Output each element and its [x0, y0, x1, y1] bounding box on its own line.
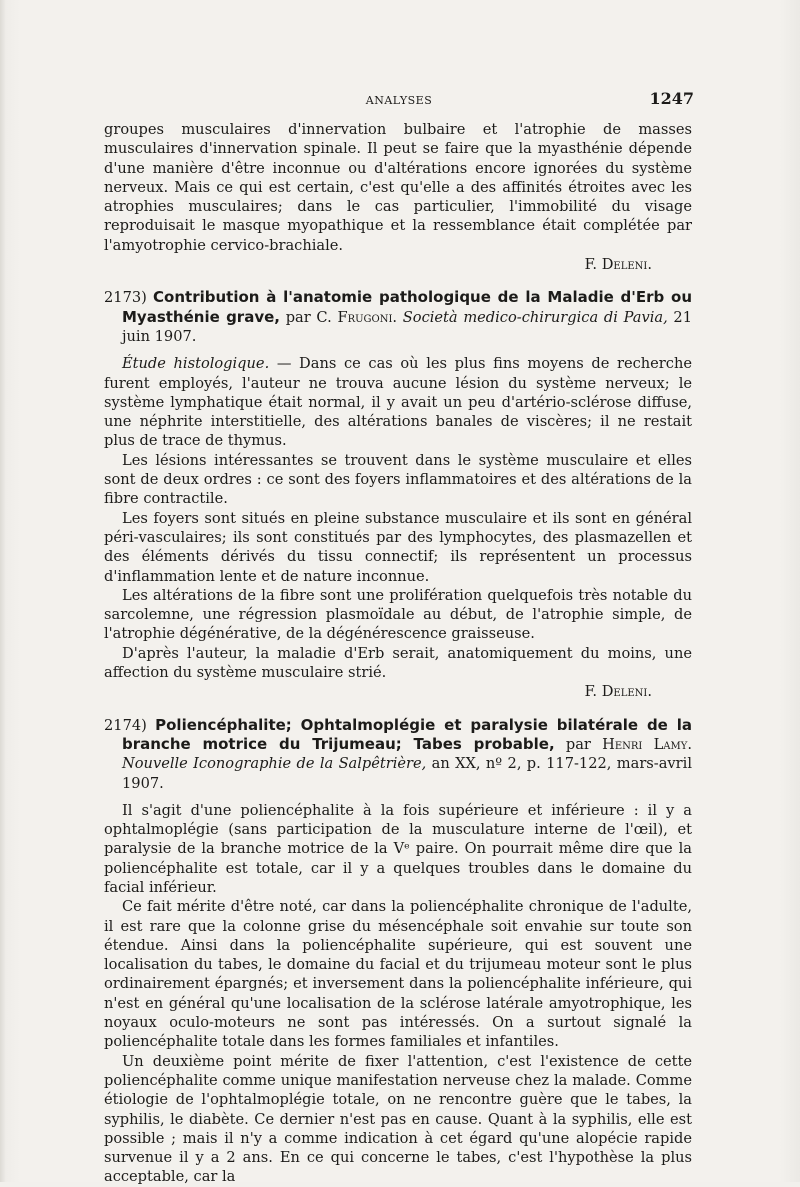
- abstract-entry-2174: [104, 716, 692, 1187]
- abstract-entry-2173: [104, 288, 692, 701]
- running-title: ANALYSES: [365, 94, 433, 107]
- paragraph-text: — Dans ce cas où les plus fins moyens de recherche furent employés, l'auteur ne trouva aucune lésion du système nerveux; le système lymphatique était normal, il y avait un peu d'artério-sclérose diffuse, une néphrite interstitielle, des altérations banales de viscères; il ne restait plus de trace de thymus.: [104, 355, 692, 450]
- paragraph: Les altérations de la fibre sont une prolifération quelquefois très notable du sarcolemne, une régression plasmoïdale au début, de l'atrophie simple, de l'atrophie dégénérative, de la dégénérescence graisseuse.: [104, 586, 692, 643]
- section-label: Étude histologique.: [122, 355, 270, 373]
- page-number: 1247: [649, 89, 694, 108]
- running-head: [104, 90, 694, 112]
- paragraph: Les lésions intéressantes se trouvent dans le système musculaire et elles sont de deux ordres : ce sont des foyers inflammatoires et des altérations de la fibre contractile.: [104, 451, 692, 508]
- entry-heading: 2174) Poliencéphalite; Ophtalmoplégie et paralysie bilatérale de la branche motrice du Trijumeau; Tabes probable, par Henri Lamy. Nouvelle Iconographie de la Salpêtrière, an XX, nº 2, p. 117-122, mars-avril 1907.: [104, 715, 692, 792]
- paragraph: Un deuxième point mérite de fixer l'attention, c'est l'existence de cette poliencéphalite comme unique manifestation nerveuse chez la malade. Comme étiologie de l'ophtalmoplégie totale, on ne rencontre guère que le tabes, la syphilis, le diabète. Ce dernier n'est pas en cause. Quant à la syphilis, elle est possible ; mais il n'y a comme indication à cet égard qu'une alopécie rapide survenue il y a 2 ans. En ce qui concerne le tabes, c'est l'hypothèse la plus acceptable, car la: [104, 1052, 692, 1186]
- signature: F. Deleni.: [584, 256, 652, 274]
- page-body: [104, 120, 692, 1187]
- entry-title: Poliencéphalite; Ophtalmoplégie et paralysie bilatérale de la branche motrice du Trijumeau; Tabes probable,: [122, 715, 692, 753]
- paragraph: Ce fait mérite d'être noté, car dans la poliencéphalite chronique de l'adulte, il est rare que la colonne grise du mésencéphale soit envahie sur toute son étendue. Ainsi dans la poliencéphalite supérieure, qui est souvent une localisation du tabes, le domaine du facial et du trijumeau moteur sont le plus ordinairement épargnés; et inversement dans la poliencéphalite inférieure, qui n'est en général qu'une localisation de la sclérose latérale amyotrophique, les noyaux oculo-moteurs ne sont pas intéressés. On a surtout signalé la poliencéphalite totale dans les formes familiales et infantiles.: [104, 898, 692, 1051]
- entry-heading: 2173) Contribution à l'anatomie pathologique de la Maladie d'Erb ou Myasthénie grave, par C. Frugoni. Società medico-chirurgica di Pavia, 21 juin 1907.: [104, 288, 693, 345]
- entry-author: Henri Lamy: [602, 735, 688, 753]
- author-prefix: par: [554, 735, 603, 753]
- author-prefix: par C.: [279, 308, 338, 326]
- paragraph: [104, 354, 692, 450]
- signature: F. Deleni.: [584, 683, 652, 701]
- entry-journal: Società medico-chirurgica di Pavia,: [402, 308, 668, 326]
- continuation-text: groupes musculaires d'innervation bulbaire et l'atrophie de masses musculaires d'innervation spinale. Il peut se faire que la myasthénie dépende d'une manière d'être inconnue ou d'altérations encore ignorées du système nerveux. Mais ce qui est certain, c'est qu'elle a des affinités étroites avec les atrophies musculaires; dans le cas particulier, l'immobilité du visage reproduisait le masque myopathique et la ressemblance était complétée par l'amyotrophie cervico-brachiale.: [104, 121, 692, 254]
- paragraph-text: D'après l'auteur, la maladie d'Erb serait, anatomiquement du moins, une affection du système musculaire strié.: [104, 644, 692, 682]
- continuation-paragraph: [104, 120, 692, 274]
- entry-number: 2174): [104, 716, 147, 734]
- entry-number: 2173): [104, 289, 147, 307]
- entry-author: Frugoni: [337, 308, 393, 326]
- entry-journal: Nouvelle Iconographie de la Salpêtrière,: [122, 755, 427, 773]
- paragraph: Les foyers sont situés en pleine substance musculaire et ils sont en général péri-vasculaires; ils sont constitués par des lymphocytes, des plasmazellen et des éléments dérivés du tissu connectif; ils représentent un processus d'inflammation lente et de nature inconnue.: [104, 509, 692, 585]
- paragraph: [104, 644, 692, 702]
- entry-date: 21 juin 1907.: [122, 308, 693, 345]
- entry-title: Contribution à l'anatomie pathologique de la Maladie d'Erb ou Myasthénie grave,: [122, 288, 693, 326]
- entry-reference: an XX, nº 2, p. 117-122, mars-avril 1907.: [122, 755, 692, 792]
- paragraph: Il s'agit d'une poliencéphalite à la fois supérieure et inférieure : il y a ophtalmoplégie (sans participation de la musculature interne de l'œil), et paralysie de la branche motrice de la Vᵉ paire. On pourrait même dire que la poliencéphalite est totale, car il y a quelques troubles dans le domaine du facial inférieur.: [104, 801, 692, 896]
